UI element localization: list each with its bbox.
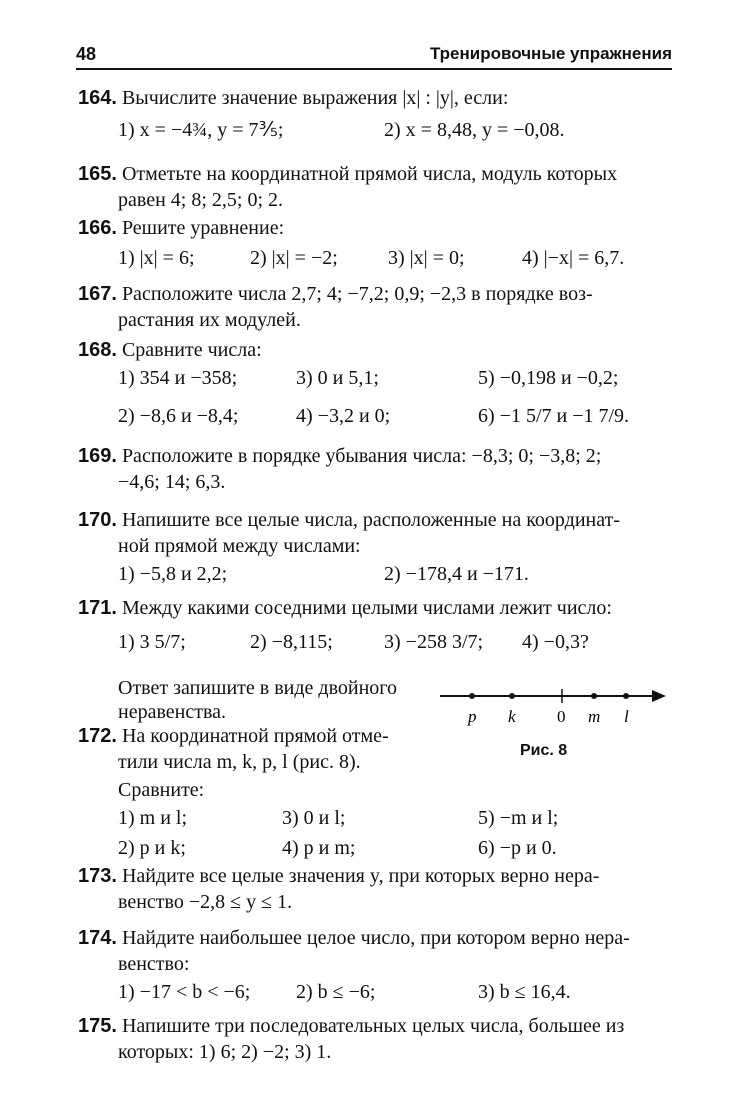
problem-number: 165. — [78, 163, 117, 185]
item: 3) 0 и 5,1; — [296, 367, 379, 389]
problem-text: Решите уравнение: — [121, 217, 285, 239]
problem-number: 174. — [78, 927, 117, 949]
item: 2) p и k; — [118, 837, 186, 859]
problem-text-cont: ной прямой между числами: — [118, 535, 361, 557]
problem-number: 172. — [78, 725, 117, 747]
problem-text-cont: венство: — [118, 953, 190, 975]
problem-174 — [78, 926, 630, 950]
label-m: m — [588, 707, 601, 726]
problem-text: Между какими соседними целыми числами лежит число: — [121, 597, 612, 619]
page-header — [76, 44, 672, 70]
problem-number: 166. — [78, 217, 117, 239]
problem-number: 173. — [78, 865, 117, 887]
point-l — [623, 693, 629, 699]
item: 4) |−x| = 6,7. — [522, 247, 625, 269]
problem-text-cont: Сравните: — [118, 779, 205, 801]
item: 1) |x| = 6; — [118, 247, 195, 269]
item: 1) 354 и −358; — [118, 367, 238, 389]
item: 2) |x| = −2; — [250, 247, 338, 269]
problem-text: Найдите наибольшее целое число, при котором верно нера- — [121, 927, 630, 949]
item: 1) 3 5/7; — [118, 631, 186, 653]
item: 1) −17 < b < −6; — [118, 981, 251, 1003]
item: 5) −m и l; — [478, 807, 559, 829]
point-m — [591, 693, 597, 699]
item: 4) −3,2 и 0; — [296, 405, 391, 427]
item: 2) b ≤ −6; — [296, 981, 376, 1003]
item: 1) −5,8 и 2,2; — [118, 563, 228, 585]
problem-number: 168. — [78, 339, 117, 361]
label-l: l — [624, 707, 629, 726]
problem-164 — [78, 86, 508, 110]
problem-text: На координатной прямой отме- — [121, 725, 389, 747]
item: 2) x = 8,48, y = −0,08. — [384, 119, 565, 141]
problem-number: 169. — [78, 445, 117, 467]
problem-number: 167. — [78, 283, 117, 305]
arrow-head — [652, 690, 666, 702]
item: 2) −8,6 и −8,4; — [118, 405, 239, 427]
point-k — [509, 693, 515, 699]
item: 3) −258 3/7; — [384, 631, 484, 653]
label-k: k — [508, 707, 516, 726]
problem-167 — [78, 282, 593, 306]
label-zero: 0 — [557, 707, 566, 726]
item: 5) −0,198 и −0,2; — [478, 367, 619, 389]
item: 4) p и m; — [282, 837, 356, 859]
problem-number: 164. — [78, 87, 117, 109]
problem-text-cont: которых: 1) 6; 2) −2; 3) 1. — [118, 1041, 332, 1063]
item: 2) −8,115; — [250, 631, 333, 653]
item: 4) −0,3? — [522, 631, 589, 653]
problem-text: Вычислите значение выражения |x| : |y|, если: — [121, 87, 509, 109]
point-p — [469, 693, 475, 699]
problem-175 — [78, 1014, 624, 1038]
item: 3) 0 и l; — [282, 807, 346, 829]
problem-text: Расположите в порядке убывания числа: −8,3; 0; −3,8; 2; — [121, 445, 602, 467]
item: 1) x = −4¾, y = 7⅗; — [118, 119, 284, 141]
problem-number: 171. — [78, 597, 117, 619]
problem-172 — [78, 724, 389, 748]
item: 1) m и l; — [118, 807, 188, 829]
problem-text: Напишите все целые числа, расположенные на координат- — [121, 509, 621, 531]
item: 2) −178,4 и −171. — [384, 563, 529, 585]
problem-text: Напишите три последовательных целых числа, большее из — [121, 1015, 625, 1037]
problem-168 — [78, 338, 262, 362]
problem-165 — [78, 162, 617, 186]
number-line-figure — [436, 680, 668, 780]
item: 6) −1 5/7 и −1 7/9. — [478, 405, 630, 427]
problem-text-cont: тили числа m, k, p, l (рис. 8). — [118, 751, 361, 773]
label-p: p — [468, 707, 477, 726]
problem-text: Найдите все целые значения y, при которых верно нера- — [121, 865, 600, 887]
problem-170 — [78, 508, 620, 532]
problem-number: 170. — [78, 509, 117, 531]
problem-text-cont: венство −2,8 ≤ y ≤ 1. — [118, 891, 293, 913]
problem-166 — [78, 216, 284, 240]
problem-text-cont: растания их модулей. — [118, 309, 301, 331]
problem-169 — [78, 444, 601, 468]
problem-text-cont: равен 4; 8; 2,5; 0; 2. — [118, 189, 284, 211]
problem-173 — [78, 864, 599, 888]
running-title: Тренировочные упражнения — [429, 44, 672, 63]
problem-text: Отметьте на координатной прямой числа, модуль которых — [121, 163, 618, 185]
problem-text: Расположите числа 2,7; 4; −7,2; 0,9; −2,3 в порядке воз- — [121, 283, 593, 305]
answer-note: Ответ запишите в виде двойного — [118, 677, 398, 699]
figure-caption: Рис. 8 — [520, 742, 568, 759]
answer-note-cont: неравенства. — [118, 701, 227, 723]
item: 3) |x| = 0; — [388, 247, 465, 269]
page-number: 48 — [76, 44, 97, 64]
problem-number: 175. — [78, 1015, 117, 1037]
item: 6) −p и 0. — [478, 837, 557, 859]
item: 3) b ≤ 16,4. — [478, 981, 571, 1003]
problem-171 — [78, 596, 612, 620]
problem-text-cont: −4,6; 14; 6,3. — [118, 471, 226, 493]
problem-text: Сравните числа: — [121, 339, 262, 361]
